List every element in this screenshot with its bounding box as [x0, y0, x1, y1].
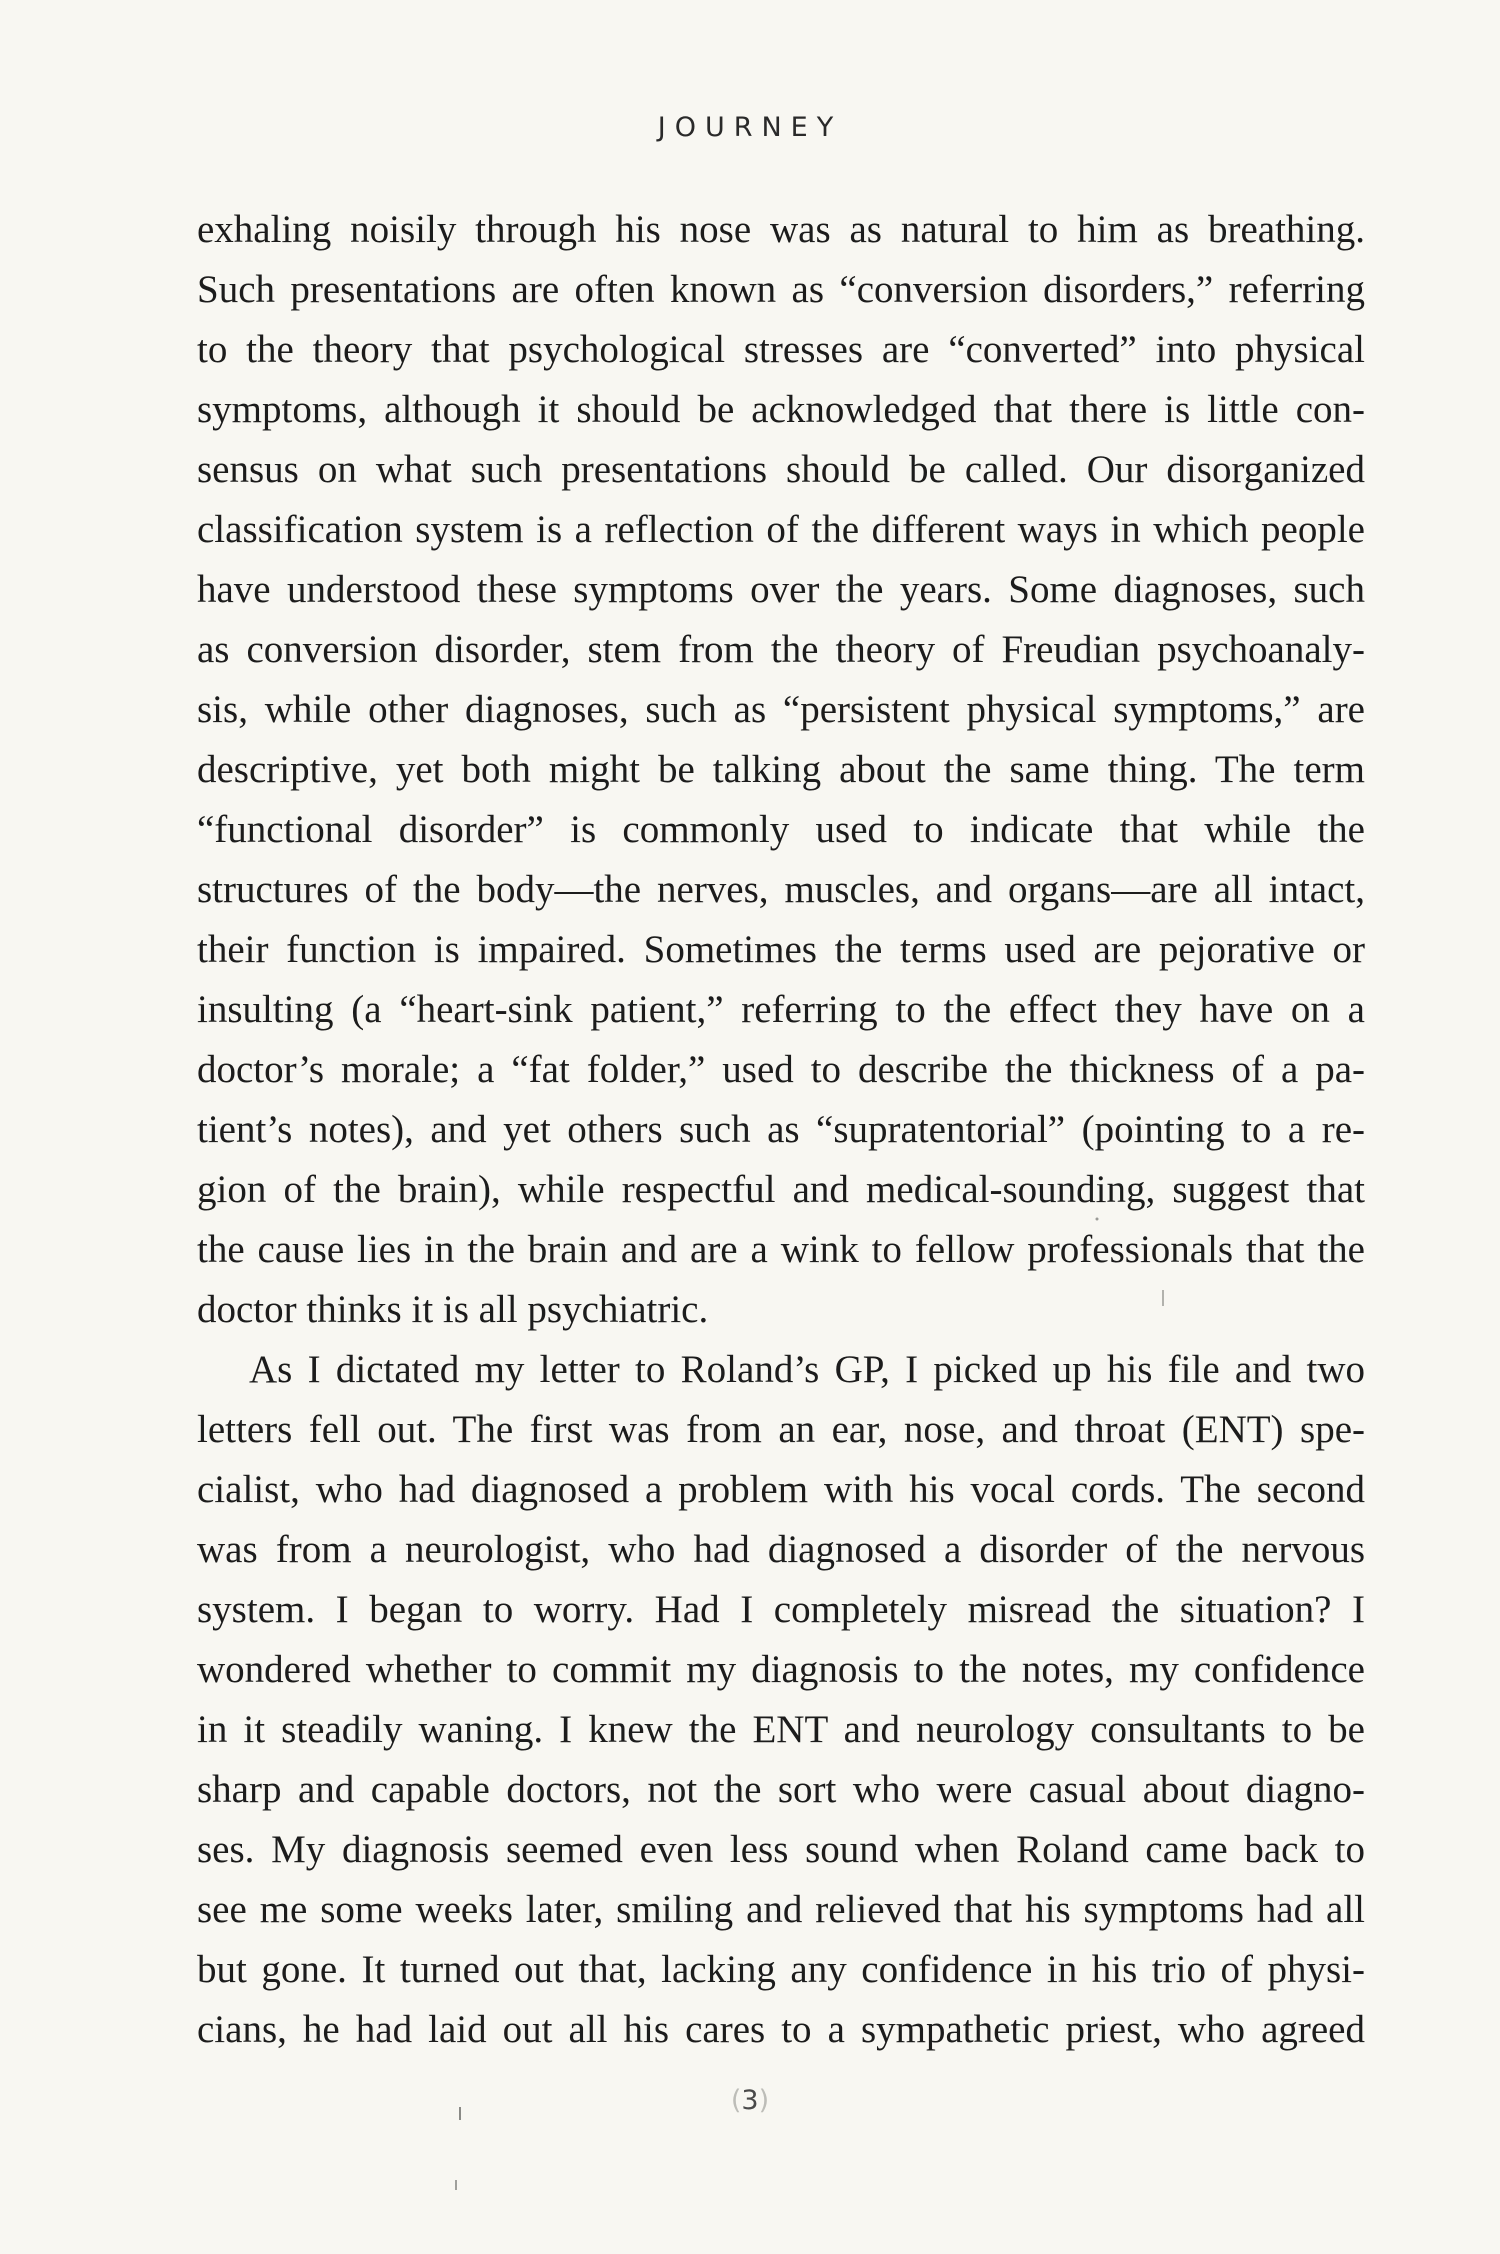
- text-line: their function is impaired. Sometimes the terms used are pejorative or: [197, 928, 1365, 971]
- text-line: doctor’s morale; a “fat folder,” used to describe the thickness of a pa-: [197, 1048, 1365, 1091]
- text-line: have understood these symptoms over the years. Some diagnoses, such: [197, 568, 1365, 611]
- text-line: classification system is a reflection of the different ways in which people: [197, 508, 1365, 551]
- text-line: was from a neurologist, who had diagnosed a disorder of the nervous: [197, 1528, 1365, 1571]
- text-line: cialist, who had diagnosed a problem with his vocal cords. The second: [197, 1468, 1365, 1511]
- text-line: “functional disorder” is commonly used to indicate that while the: [197, 808, 1365, 851]
- text-line: the cause lies in the brain and are a wink to fellow professionals that the: [197, 1228, 1365, 1271]
- text-line: descriptive, yet both might be talking about the same thing. The term: [197, 748, 1365, 791]
- text-line: gion of the brain), while respectful and medical-sounding, suggest that: [197, 1168, 1365, 1211]
- page-number: [0, 2085, 1500, 2116]
- text-line: to the theory that psychological stresses are “converted” into physical: [197, 328, 1365, 371]
- text-line: structures of the body—the nerves, muscles, and organs—are all intact,: [197, 868, 1365, 911]
- page-number-value: 3: [741, 2085, 759, 2116]
- folio-bracket-left: (: [730, 2085, 742, 2116]
- text-line: sharp and capable doctors, not the sort who were casual about diagno-: [197, 1768, 1365, 1811]
- text-line: cians, he had laid out all his cares to a sympathetic priest, who agreed: [197, 2008, 1365, 2051]
- text-line: symptoms, although it should be acknowledged that there is little con-: [197, 388, 1365, 431]
- text-line: system. I began to worry. Had I completely misread the situation? I: [197, 1588, 1365, 1631]
- text-line: sensus on what such presentations should be called. Our disorganized: [197, 448, 1365, 491]
- text-line: but gone. It turned out that, lacking any confidence in his trio of physi-: [197, 1948, 1365, 1991]
- folio-bracket-right: ): [758, 2085, 770, 2116]
- text-line: letters fell out. The first was from an ear, nose, and throat (ENT) spe-: [197, 1408, 1365, 1451]
- running-header: JOURNEY: [657, 112, 843, 143]
- text-line: ses. My diagnosis seemed even less sound when Roland came back to: [197, 1828, 1365, 1871]
- text-line: see me some weeks later, smiling and relieved that his symptoms had all: [197, 1888, 1365, 1931]
- text-line: exhaling noisily through his nose was as natural to him as breathing.: [197, 208, 1365, 251]
- text-line: insulting (a “heart-sink patient,” referring to the effect they have on a: [197, 988, 1365, 1031]
- body-text: [197, 200, 1365, 2060]
- text-line: tient’s notes), and yet others such as “supratentorial” (pointing to a re-: [197, 1108, 1365, 1151]
- text-line: As I dictated my letter to Roland’s GP, I picked up his file and two: [249, 1348, 1365, 1391]
- text-line: Such presentations are often known as “conversion disorders,” referring: [197, 268, 1365, 311]
- text-line: doctor thinks it is all psychiatric.: [197, 1288, 709, 1331]
- text-line: sis, while other diagnoses, such as “persistent physical symptoms,” are: [197, 688, 1365, 731]
- text-line: as conversion disorder, stem from the theory of Freudian psychoanaly-: [197, 628, 1365, 671]
- text-line: in it steadily waning. I knew the ENT and neurology consultants to be: [197, 1708, 1365, 1751]
- text-line: wondered whether to commit my diagnosis to the notes, my confidence: [197, 1648, 1365, 1691]
